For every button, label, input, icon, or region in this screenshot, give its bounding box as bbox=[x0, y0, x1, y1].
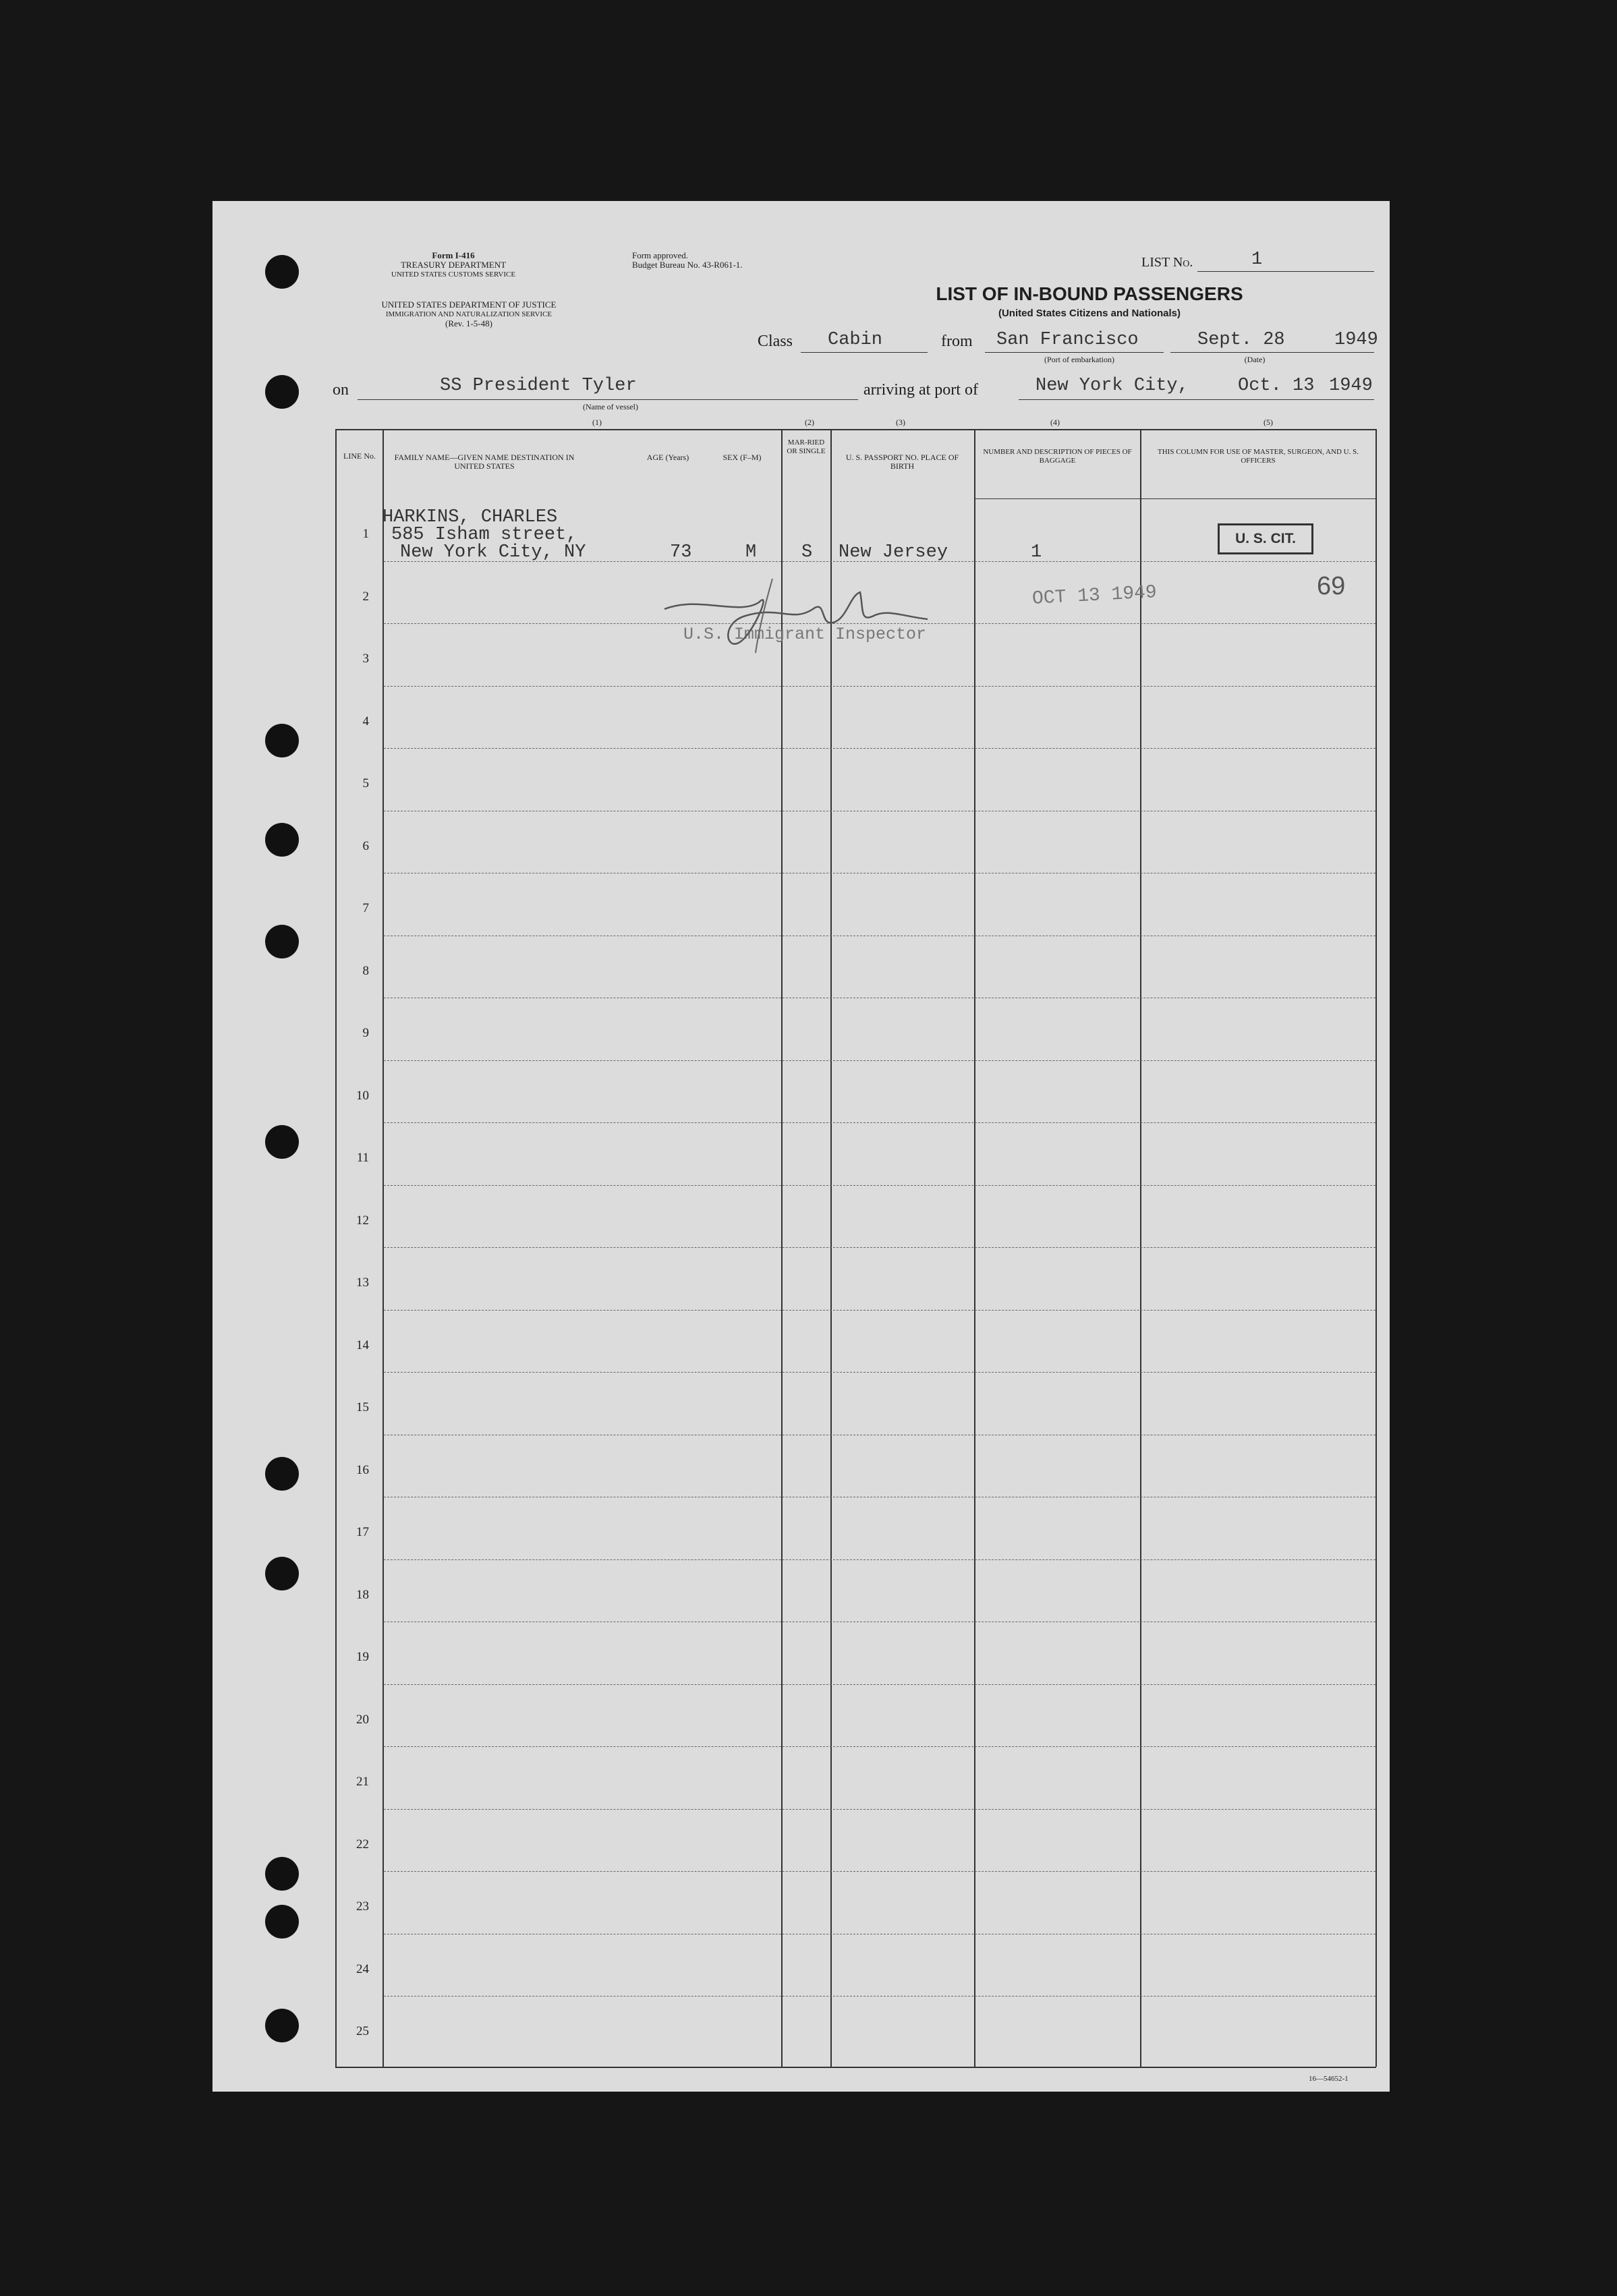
row-number: 19 bbox=[356, 1650, 369, 1665]
row-divider bbox=[384, 1746, 1375, 1747]
passenger-age: 73 bbox=[670, 542, 692, 563]
form-number: Form I-416 bbox=[432, 250, 475, 260]
row-number: 10 bbox=[356, 1088, 369, 1103]
col-num-2: (2) bbox=[805, 418, 814, 427]
col-num-5: (5) bbox=[1264, 418, 1273, 427]
revision-label: (Rev. 1-5-48) bbox=[445, 318, 492, 328]
row-number: 21 bbox=[356, 1775, 369, 1789]
row-divider bbox=[384, 748, 1375, 749]
list-no-value: 1 bbox=[1251, 250, 1263, 270]
passenger-sex: M bbox=[745, 542, 757, 563]
row-divider bbox=[384, 1310, 1375, 1311]
passenger-name: HARKINS, CHARLES bbox=[382, 507, 558, 527]
passenger-birthplace: New Jersey bbox=[839, 542, 948, 563]
binder-hole bbox=[265, 1905, 299, 1939]
binder-hole bbox=[265, 375, 299, 409]
list-no-label: LIST No. bbox=[1141, 255, 1193, 270]
arrival-year: 1949 bbox=[1329, 376, 1373, 396]
header-married: MAR-RIED OR SINGLE bbox=[787, 438, 826, 455]
header-age: AGE (Years) bbox=[646, 453, 689, 462]
row-divider bbox=[384, 1060, 1375, 1061]
vessel-name: SS President Tyler bbox=[440, 376, 637, 396]
row-number: 4 bbox=[362, 714, 369, 728]
row-number: 9 bbox=[362, 1026, 369, 1041]
row-number: 18 bbox=[356, 1587, 369, 1602]
col-num-4: (4) bbox=[1050, 418, 1060, 427]
port-caption: (Port of embarkation) bbox=[1044, 355, 1114, 364]
binder-hole bbox=[265, 1857, 299, 1891]
row-number: 5 bbox=[362, 776, 369, 791]
departure-date: Sept. 28 bbox=[1197, 330, 1285, 350]
from-label: from bbox=[941, 333, 973, 350]
row-divider bbox=[384, 1871, 1375, 1872]
budget-label: Budget Bureau No. 43-R061-1. bbox=[632, 260, 743, 270]
row-divider bbox=[384, 1559, 1375, 1560]
us-cit-stamp: U. S. CIT. bbox=[1218, 523, 1313, 554]
row-number: 15 bbox=[356, 1400, 369, 1415]
header-passport: U. S. PASSPORT NO. PLACE OF BIRTH bbox=[845, 453, 959, 471]
row-number: 24 bbox=[356, 1961, 369, 1976]
class-label: Class bbox=[758, 333, 793, 350]
binder-hole bbox=[265, 255, 299, 289]
row-number: 6 bbox=[362, 838, 369, 853]
row-number: 16 bbox=[356, 1462, 369, 1477]
row-number: 8 bbox=[362, 963, 369, 978]
row-divider bbox=[384, 1247, 1375, 1248]
arrival-date: Oct. 13 bbox=[1238, 376, 1315, 396]
date-caption: (Date) bbox=[1244, 355, 1266, 364]
page-subtitle: (United States Citizens and Nationals) bbox=[998, 308, 1181, 319]
officer-mark: 69 bbox=[1317, 572, 1346, 600]
row-number: 13 bbox=[356, 1275, 369, 1290]
approved-label: Form approved. bbox=[632, 250, 689, 260]
row-divider bbox=[384, 1684, 1375, 1685]
inspector-signature bbox=[658, 569, 941, 656]
treasury-label: TREASURY DEPARTMENT bbox=[400, 260, 507, 270]
binder-hole bbox=[265, 724, 299, 757]
arrival-port: New York City, bbox=[1036, 376, 1189, 396]
header-officers: THIS COLUMN FOR USE OF MASTER, SURGEON, AND U. S. OFFICERS bbox=[1158, 448, 1359, 465]
ins-label: IMMIGRATION AND NATURALIZATION SERVICE bbox=[385, 310, 552, 318]
header-line-no: LINE No. bbox=[343, 451, 376, 461]
binder-hole bbox=[265, 925, 299, 958]
manifest-sheet bbox=[212, 201, 1390, 2092]
row-number: 7 bbox=[362, 901, 369, 916]
page-title: LIST OF IN-BOUND PASSENGERS bbox=[936, 283, 1243, 304]
footer-code: 16—54652-1 bbox=[1309, 2075, 1349, 2083]
passenger-marital: S bbox=[801, 542, 813, 563]
row-divider bbox=[384, 1185, 1375, 1186]
row-divider bbox=[384, 1621, 1375, 1622]
inspector-stamp: U.S. Immigrant Inspector bbox=[683, 625, 927, 644]
row-number: 23 bbox=[356, 1899, 369, 1914]
row-divider bbox=[384, 1996, 1375, 1997]
row-divider bbox=[384, 1372, 1375, 1373]
row-number: 25 bbox=[356, 2024, 369, 2039]
row-number: 3 bbox=[362, 652, 369, 666]
passenger-address-1: 585 Isham street, bbox=[391, 525, 577, 545]
binder-hole bbox=[265, 2009, 299, 2042]
binder-hole bbox=[265, 1125, 299, 1159]
row-number: 11 bbox=[356, 1151, 369, 1166]
binder-hole bbox=[265, 823, 299, 857]
justice-label: UNITED STATES DEPARTMENT OF JUSTICE bbox=[381, 299, 557, 310]
passenger-baggage: 1 bbox=[1031, 542, 1042, 563]
col-num-3: (3) bbox=[896, 418, 905, 427]
row-number: 1 bbox=[362, 527, 369, 542]
row-divider bbox=[384, 1809, 1375, 1810]
row-number: 12 bbox=[356, 1213, 369, 1228]
header-baggage: NUMBER AND DESCRIPTION OF PIECES OF BAGGAGE bbox=[983, 448, 1132, 465]
col-num-1: (1) bbox=[592, 418, 602, 427]
vessel-caption: (Name of vessel) bbox=[583, 402, 638, 411]
class-value: Cabin bbox=[828, 330, 883, 350]
binder-hole bbox=[265, 1557, 299, 1590]
header-sex: SEX (F–M) bbox=[722, 453, 762, 462]
row-number: 20 bbox=[356, 1712, 369, 1727]
row-divider bbox=[384, 1122, 1375, 1123]
customs-label: UNITED STATES CUSTOMS SERVICE bbox=[391, 270, 516, 279]
header-name: FAMILY NAME—GIVEN NAME DESTINATION IN UNITED STATES bbox=[394, 453, 575, 471]
row-divider bbox=[384, 686, 1375, 687]
date-stamp: OCT 13 1949 bbox=[1031, 582, 1158, 610]
from-value: San Francisco bbox=[996, 330, 1139, 350]
binder-hole bbox=[265, 1457, 299, 1491]
row-number: 22 bbox=[356, 1837, 369, 1852]
passenger-address-2: New York City, NY bbox=[400, 542, 586, 563]
departure-year: 1949 bbox=[1334, 330, 1378, 350]
row-number: 2 bbox=[362, 589, 369, 604]
arriving-label: arriving at port of bbox=[863, 381, 978, 399]
row-number: 14 bbox=[356, 1338, 369, 1352]
on-label: on bbox=[333, 381, 349, 399]
row-number: 17 bbox=[356, 1525, 369, 1540]
